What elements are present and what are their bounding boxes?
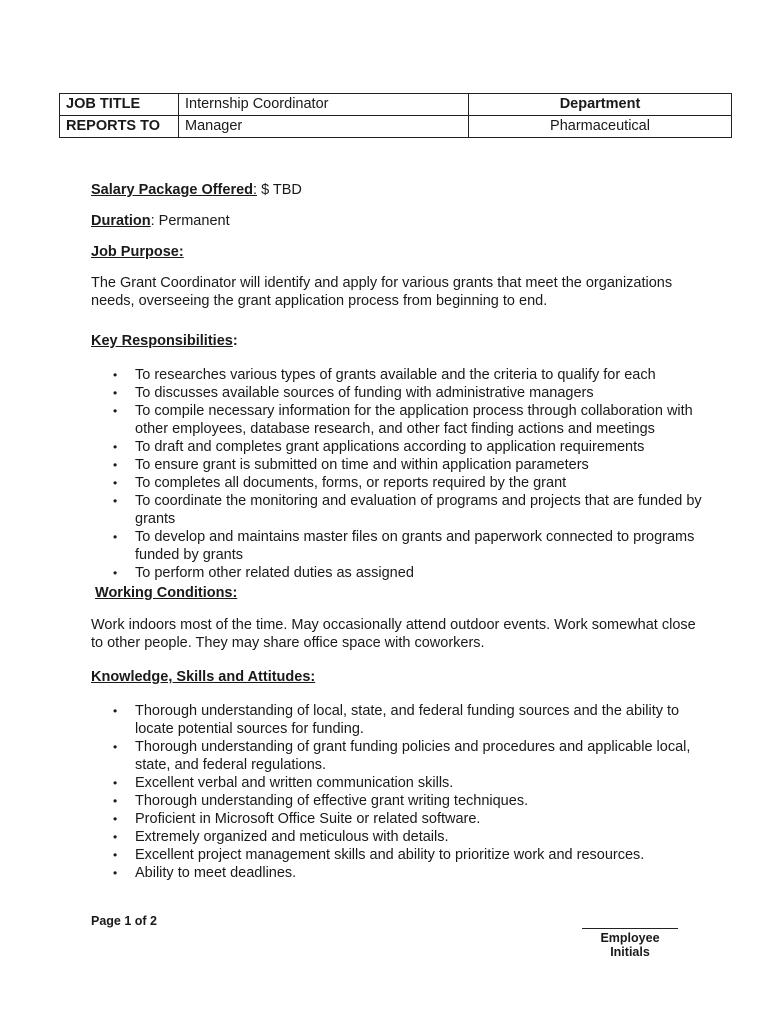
salary-label: Salary Package Offered [91, 182, 254, 198]
job-purpose-text: The Grant Coordinator will identify and apply for various grants that meet the organizations needs, overseeing the grant application process from beginning to end. [91, 275, 673, 309]
list-item: • To coordinate the monitoring and evaluation of programs and projects that are funded by grants [135, 492, 711, 528]
list-item: • Ability to meet deadlines. [135, 864, 711, 882]
employee-initials [582, 917, 678, 959]
table-row [60, 116, 732, 138]
job-title-label: JOB TITLE [60, 94, 179, 116]
list-item: • To ensure grant is submitted on time and within application parameters [135, 456, 711, 474]
duration-line [91, 212, 711, 230]
reports-to-label: REPORTS TO [60, 116, 179, 138]
salary-colon: : [253, 182, 258, 198]
list-item: • To develop and maintains master files on grants and paperwork connected to programs funded by grants [135, 528, 711, 564]
initials-label: Employee Initials [600, 931, 660, 959]
list-item: • To perform other related duties as assigned [135, 564, 711, 582]
salary-value: $ TBD [257, 182, 302, 198]
ksa-list [91, 702, 711, 882]
list-item: • Excellent project management skills and ability to prioritize work and resources. [135, 846, 711, 864]
list-item: • Extremely organized and meticulous with details. [135, 828, 711, 846]
list-item: • Proficient in Microsoft Office Suite or related software. [135, 810, 711, 828]
duration-value: : Permanent [150, 213, 230, 229]
list-item: • To compile necessary information for the application process through collaboration with other employees, database research, and other fact finding actions and meetings [135, 402, 711, 438]
key-responsibilities-list [91, 366, 711, 582]
list-item: • To completes all documents, forms, or reports required by the grant [135, 474, 711, 492]
working-conditions-text: Work indoors most of the time. May occasionally attend outdoor events. Work somewhat close to other people. They may share office space with coworkers. [91, 617, 696, 651]
key-responsibilities-heading: Key Responsibilities: [91, 333, 238, 349]
list-item: • Thorough understanding of grant funding policies and procedures and applicable local, state, and federal regulations. [135, 738, 711, 774]
job-purpose-heading: Job Purpose: [91, 244, 184, 260]
initials-signature-line[interactable] [582, 928, 678, 929]
job-header-table [59, 93, 732, 138]
department-label: Department [469, 94, 732, 116]
department-value: Pharmaceutical [469, 116, 732, 138]
working-conditions-heading: Working Conditions: [95, 585, 238, 601]
duration-label: Duration [91, 213, 151, 229]
job-title-value: Internship Coordinator [179, 94, 469, 116]
list-item: • To discusses available sources of funding with administrative managers [135, 384, 711, 402]
ksa-heading: Knowledge, Skills and Attitudes: [91, 669, 316, 685]
list-item: • Thorough understanding of local, state, and federal funding sources and the ability to locate potential sources for funding. [135, 702, 711, 738]
list-item: • Excellent verbal and written communication skills. [135, 774, 711, 792]
list-item: • To draft and completes grant applications according to application requirements [135, 438, 711, 456]
document-body [91, 181, 711, 882]
page-number: Page 1 of 2 [91, 914, 157, 928]
table-row [60, 94, 732, 116]
list-item: • To researches various types of grants available and the criteria to qualify for each [135, 366, 711, 384]
list-item: • Thorough understanding of effective grant writing techniques. [135, 792, 711, 810]
salary-line [91, 181, 711, 199]
reports-to-value: Manager [179, 116, 469, 138]
